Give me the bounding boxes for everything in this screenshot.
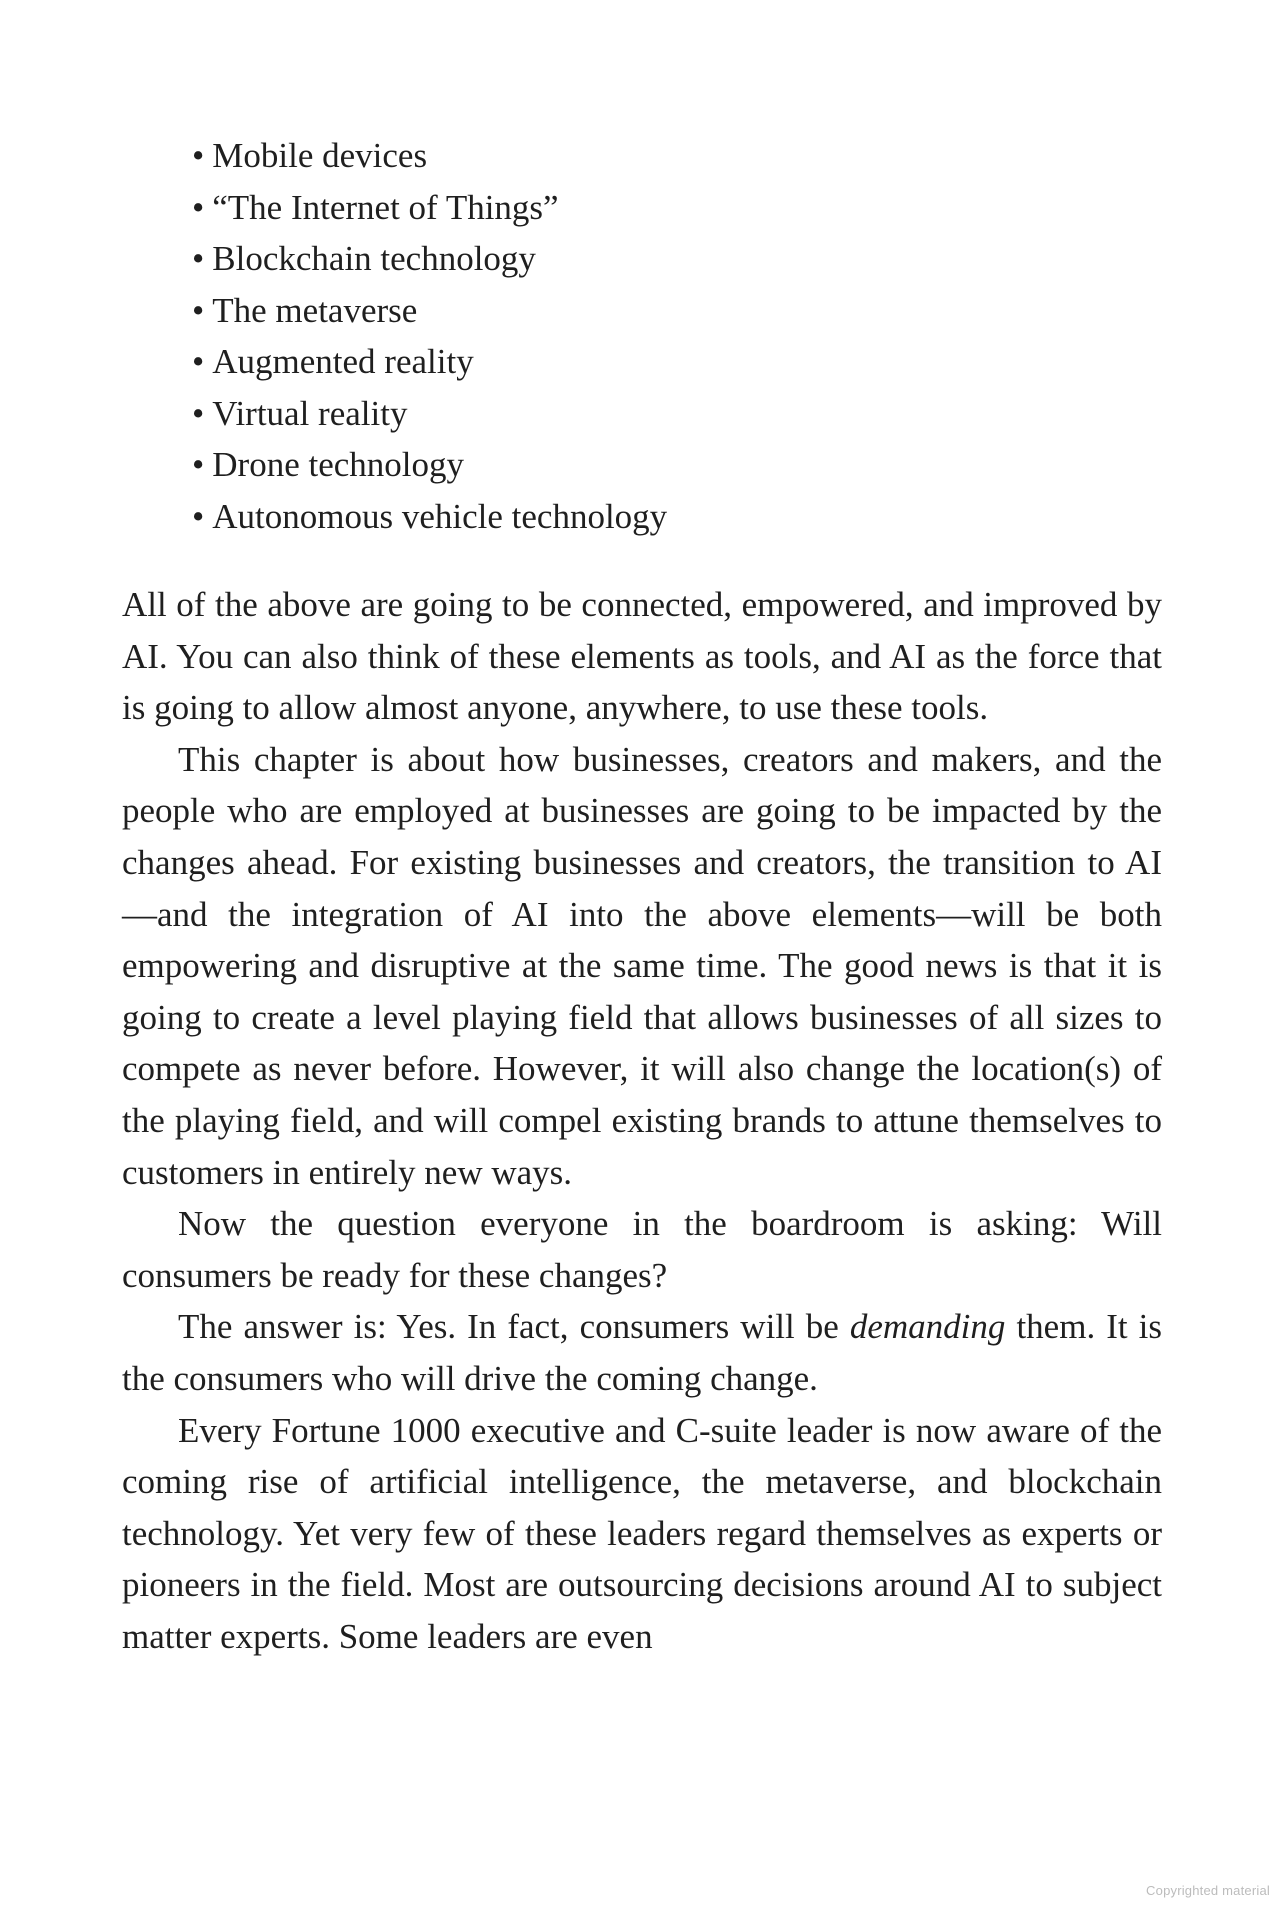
bullet-glyph: • (192, 239, 205, 278)
paragraph-connected-by-ai: All of the above are going to be connected, empowered, and improved by AI. You can also think of these elements as tools, and AI as the force that is going to allow almost anyone, anywhere, to use these tools. (122, 585, 1162, 728)
list-item-text: Autonomous vehicle technology (212, 496, 668, 536)
paragraph-chapter-overview: This chapter is about how businesses, creators and makers, and the people who are employed at businesses are going to be impacted by the changes ahead. For existing businesses and creators, the transition to AI—and the integration of AI into the above elements—will be both empowering and disruptive at the same time. The good news is that it is going to create a level playing field that allows businesses of all sizes to compete as never before. However, it will also change the location(s) of the playing field, and will compel existing brands to attune themselves to customers in entirely new ways. (122, 739, 1162, 1192)
list-item-text: The metaverse (212, 290, 418, 330)
list-item (192, 336, 667, 388)
answer-text-start: The answer is: Yes. In fact, consumers will be (178, 1307, 850, 1347)
list-item (192, 439, 667, 491)
list-item (192, 233, 667, 285)
paragraph-fortune-executives: Every Fortune 1000 executive and C-suite leader is now aware of the coming rise of artificial intelligence, the metaverse, and blockchain technology. Yet very few of these leaders regard themselves as experts or pioneers in the field. Most are outsourcing decisions around AI to subject matter experts. Some leaders are even (122, 1410, 1162, 1656)
list-item-text: Virtual reality (212, 393, 408, 433)
technology-bullet-list (192, 130, 667, 542)
list-item (192, 285, 667, 337)
list-item (192, 182, 667, 234)
list-item (192, 491, 667, 543)
list-item (192, 388, 667, 440)
bullet-glyph: • (192, 290, 205, 330)
body-text (122, 579, 1162, 1662)
list-item-text: Drone technology (212, 445, 464, 484)
answer-text-end: them. It is the consumers who will drive the coming change. (122, 1307, 1162, 1398)
list-item-text: Blockchain technology (212, 239, 536, 278)
list-item-text: Augmented reality (212, 342, 474, 381)
list-item-text: “The Internet of Things” (212, 187, 559, 227)
list-item (192, 130, 667, 182)
bullet-glyph: • (192, 496, 205, 536)
list-item-text: Mobile devices (212, 136, 428, 175)
bullet-glyph: • (192, 342, 205, 381)
paragraph-boardroom-question: Now the question everyone in the boardroom is asking: Will consumers be ready for these changes? (122, 1204, 1162, 1295)
bullet-glyph: • (192, 187, 205, 227)
emphasis-demanding: demanding (849, 1307, 1006, 1347)
paragraph-consumer-answer (122, 1301, 1162, 1404)
copyright-watermark: Copyrighted material (1146, 1883, 1270, 1898)
bullet-glyph: • (192, 136, 205, 175)
bullet-glyph: • (192, 393, 205, 433)
bullet-glyph: • (192, 445, 205, 484)
